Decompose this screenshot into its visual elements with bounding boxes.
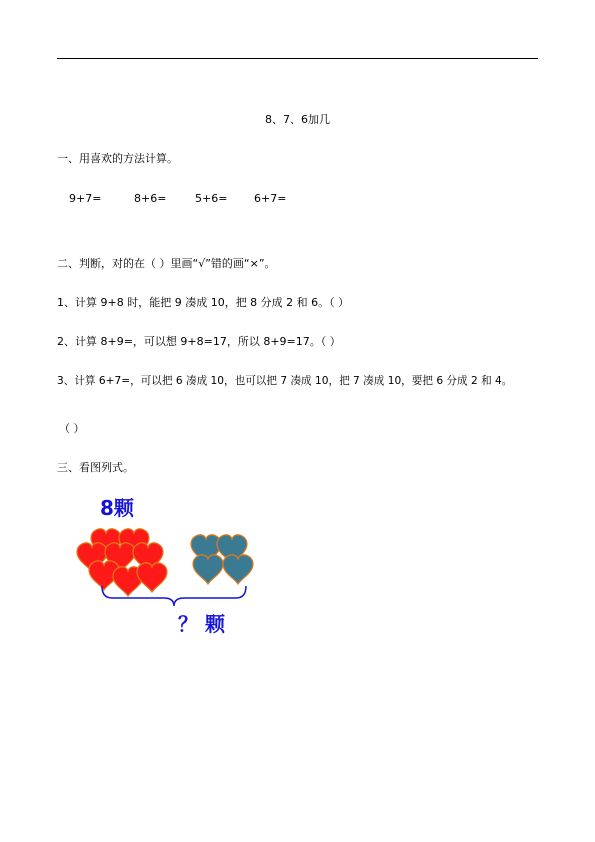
blue-hearts-group bbox=[191, 535, 253, 584]
judgment-item-3-blank: （ ） bbox=[59, 422, 85, 435]
problem-1: 9+7= bbox=[69, 192, 102, 205]
section3-heading: 三、看图列式。 bbox=[57, 461, 134, 474]
blue-heart-icon bbox=[193, 555, 223, 584]
page-title: 8、7、6加几 bbox=[265, 113, 330, 126]
hearts-illustration bbox=[70, 522, 270, 612]
judgment-item-3: 3、计算 6+7=，可以把 6 凑成 10，也可以把 7 凑成 10，把 7 凑成 10，要把 6 分成 2 和 4。 bbox=[57, 375, 513, 387]
problem-4: 6+7= bbox=[254, 192, 287, 205]
judgment-item-2: 2、计算 8+9=，可以想 9+8=17，所以 8+9=17。（ ） bbox=[57, 335, 341, 348]
judgment-item-1: 1、计算 9+8 时，能把 9 凑成 10，把 8 分成 2 和 6。（ ） bbox=[57, 296, 350, 309]
red-heart-icon bbox=[137, 563, 167, 592]
blue-heart-icon bbox=[223, 555, 253, 584]
problem-3: 5+6= bbox=[195, 192, 228, 205]
top-count-label: 8颗 bbox=[100, 496, 134, 520]
bottom-count-label: ？ 颗 bbox=[178, 612, 225, 636]
problem-2: 8+6= bbox=[134, 192, 167, 205]
section2-heading: 二、判断，对的在（ ）里画“√”错的画“×”。 bbox=[57, 257, 276, 270]
section1-heading: 一、用喜欢的方法计算。 bbox=[57, 152, 178, 165]
header-rule bbox=[57, 58, 538, 59]
red-hearts-group bbox=[77, 529, 167, 596]
